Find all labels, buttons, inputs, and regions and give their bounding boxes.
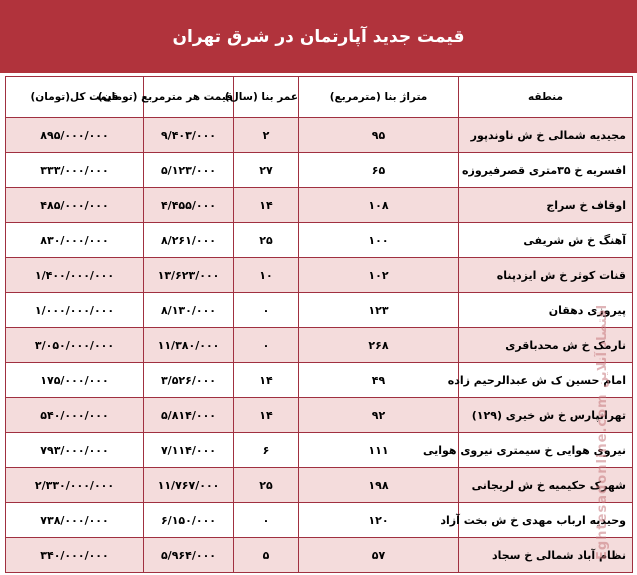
cell-total-price: ۲/۳۳۰/۰۰۰/۰۰۰ (6, 468, 144, 503)
cell-area: ۵۷ (299, 538, 459, 573)
table-row (6, 363, 633, 398)
table-header-row (6, 77, 633, 118)
cell-area: ۹۲ (299, 398, 459, 433)
cell-total-price: ۸۹۵/۰۰۰/۰۰۰ (6, 118, 144, 153)
cell-age: ۲۷ (234, 153, 299, 188)
cell-area: ۶۵ (299, 153, 459, 188)
cell-total-price: ۱/۴۰۰/۰۰۰/۰۰۰ (6, 258, 144, 293)
cell-price-per-meter: ۷/۱۱۴/۰۰۰ (144, 433, 234, 468)
cell-region: آهنگ خ ش شریفی (459, 223, 633, 258)
cell-age: ۱۴ (234, 363, 299, 398)
cell-total-price: ۸۳۰/۰۰۰/۰۰۰ (6, 223, 144, 258)
page-title: قیمت جدید آپارتمان در شرق تهران (172, 26, 465, 47)
cell-region: پیروزی دهقان (459, 293, 633, 328)
cell-price-per-meter: ۱۱/۳۸۰/۰۰۰ (144, 328, 234, 363)
cell-price-per-meter: ۵/۱۲۳/۰۰۰ (144, 153, 234, 188)
cell-total-price: ۳۴۰/۰۰۰/۰۰۰ (6, 538, 144, 573)
cell-age: ۲ (234, 118, 299, 153)
cell-price-per-meter: ۹/۴۰۳/۰۰۰ (144, 118, 234, 153)
cell-area: ۱۰۲ (299, 258, 459, 293)
cell-price-per-meter: ۱۳/۶۲۳/۰۰۰ (144, 258, 234, 293)
cell-age: ۱۴ (234, 398, 299, 433)
cell-region: امام حسین ک ش عبدالرحیم زاده (459, 363, 633, 398)
cell-age: ۰ (234, 293, 299, 328)
cell-age: ۰ (234, 503, 299, 538)
cell-price-per-meter: ۳/۵۲۶/۰۰۰ (144, 363, 234, 398)
table-row (6, 328, 633, 363)
cell-region: نظام آباد شمالی خ سجاد (459, 538, 633, 573)
cell-price-per-meter: ۸/۱۳۰/۰۰۰ (144, 293, 234, 328)
cell-region: قنات کوثر خ ش ایزدپناه (459, 258, 633, 293)
cell-age: ۶ (234, 433, 299, 468)
cell-total-price: ۷۹۳/۰۰۰/۰۰۰ (6, 433, 144, 468)
header-price-per-meter: قیمت هر مترمربع (تومان) (144, 77, 234, 118)
table-row (6, 398, 633, 433)
cell-price-per-meter: ۸/۲۶۱/۰۰۰ (144, 223, 234, 258)
price-table (5, 76, 633, 573)
cell-area: ۱۲۳ (299, 293, 459, 328)
cell-age: ۲۵ (234, 223, 299, 258)
cell-region: تهرانپارس خ ش خیری (۱۲۹) (459, 398, 633, 433)
cell-area: ۹۵ (299, 118, 459, 153)
table-row (6, 433, 633, 468)
header-total-price: قیمت کل(تومان) (6, 77, 144, 118)
cell-region: وحیدیه ارباب مهدی خ ش بخت آزاد (459, 503, 633, 538)
table-row (6, 258, 633, 293)
table-row (6, 538, 633, 573)
cell-total-price: ۱/۰۰۰/۰۰۰/۰۰۰ (6, 293, 144, 328)
table-row (6, 468, 633, 503)
table-row (6, 223, 633, 258)
watermark: Eghtesadonline.com اقتصاد آنلاین (595, 304, 610, 560)
cell-area: ۱۱۱ (299, 433, 459, 468)
cell-total-price: ۵۴۰/۰۰۰/۰۰۰ (6, 398, 144, 433)
cell-area: ۴۹ (299, 363, 459, 398)
cell-price-per-meter: ۵/۹۶۴/۰۰۰ (144, 538, 234, 573)
table-row (6, 503, 633, 538)
cell-area: ۱۰۸ (299, 188, 459, 223)
cell-price-per-meter: ۵/۸۱۴/۰۰۰ (144, 398, 234, 433)
cell-price-per-meter: ۱۱/۷۶۷/۰۰۰ (144, 468, 234, 503)
cell-total-price: ۴۸۵/۰۰۰/۰۰۰ (6, 188, 144, 223)
cell-area: ۱۹۸ (299, 468, 459, 503)
cell-total-price: ۷۳۸/۰۰۰/۰۰۰ (6, 503, 144, 538)
cell-total-price: ۳۳۳/۰۰۰/۰۰۰ (6, 153, 144, 188)
header-age: عمر بنا (سال) (234, 77, 299, 118)
cell-age: ۰ (234, 328, 299, 363)
cell-region: افسریه خ ۳۵متری قصرفیروزه (459, 153, 633, 188)
table-row (6, 153, 633, 188)
title-bar (0, 0, 637, 73)
header-region: منطقه (459, 77, 633, 118)
cell-area: ۲۶۸ (299, 328, 459, 363)
cell-age: ۲۵ (234, 468, 299, 503)
cell-area: ۱۲۰ (299, 503, 459, 538)
cell-age: ۱۴ (234, 188, 299, 223)
cell-region: اوقاف خ سراج (459, 188, 633, 223)
header-area: متراژ بنا (مترمربع) (299, 77, 459, 118)
cell-region: نیروی هوایی خ سیمتری نیروی هوایی (459, 433, 633, 468)
cell-region: نارمک خ ش محدباقری (459, 328, 633, 363)
cell-region: مجیدیه شمالی خ ش ناوندپور (459, 118, 633, 153)
table-row (6, 118, 633, 153)
cell-region: شهرک حکیمیه خ ش لریجانی (459, 468, 633, 503)
cell-age: ۱۰ (234, 258, 299, 293)
table-row (6, 293, 633, 328)
cell-total-price: ۱۷۵/۰۰۰/۰۰۰ (6, 363, 144, 398)
cell-price-per-meter: ۴/۴۵۵/۰۰۰ (144, 188, 234, 223)
cell-area: ۱۰۰ (299, 223, 459, 258)
cell-price-per-meter: ۶/۱۵۰/۰۰۰ (144, 503, 234, 538)
cell-total-price: ۳/۰۵۰/۰۰۰/۰۰۰ (6, 328, 144, 363)
cell-age: ۵ (234, 538, 299, 573)
table-row (6, 188, 633, 223)
